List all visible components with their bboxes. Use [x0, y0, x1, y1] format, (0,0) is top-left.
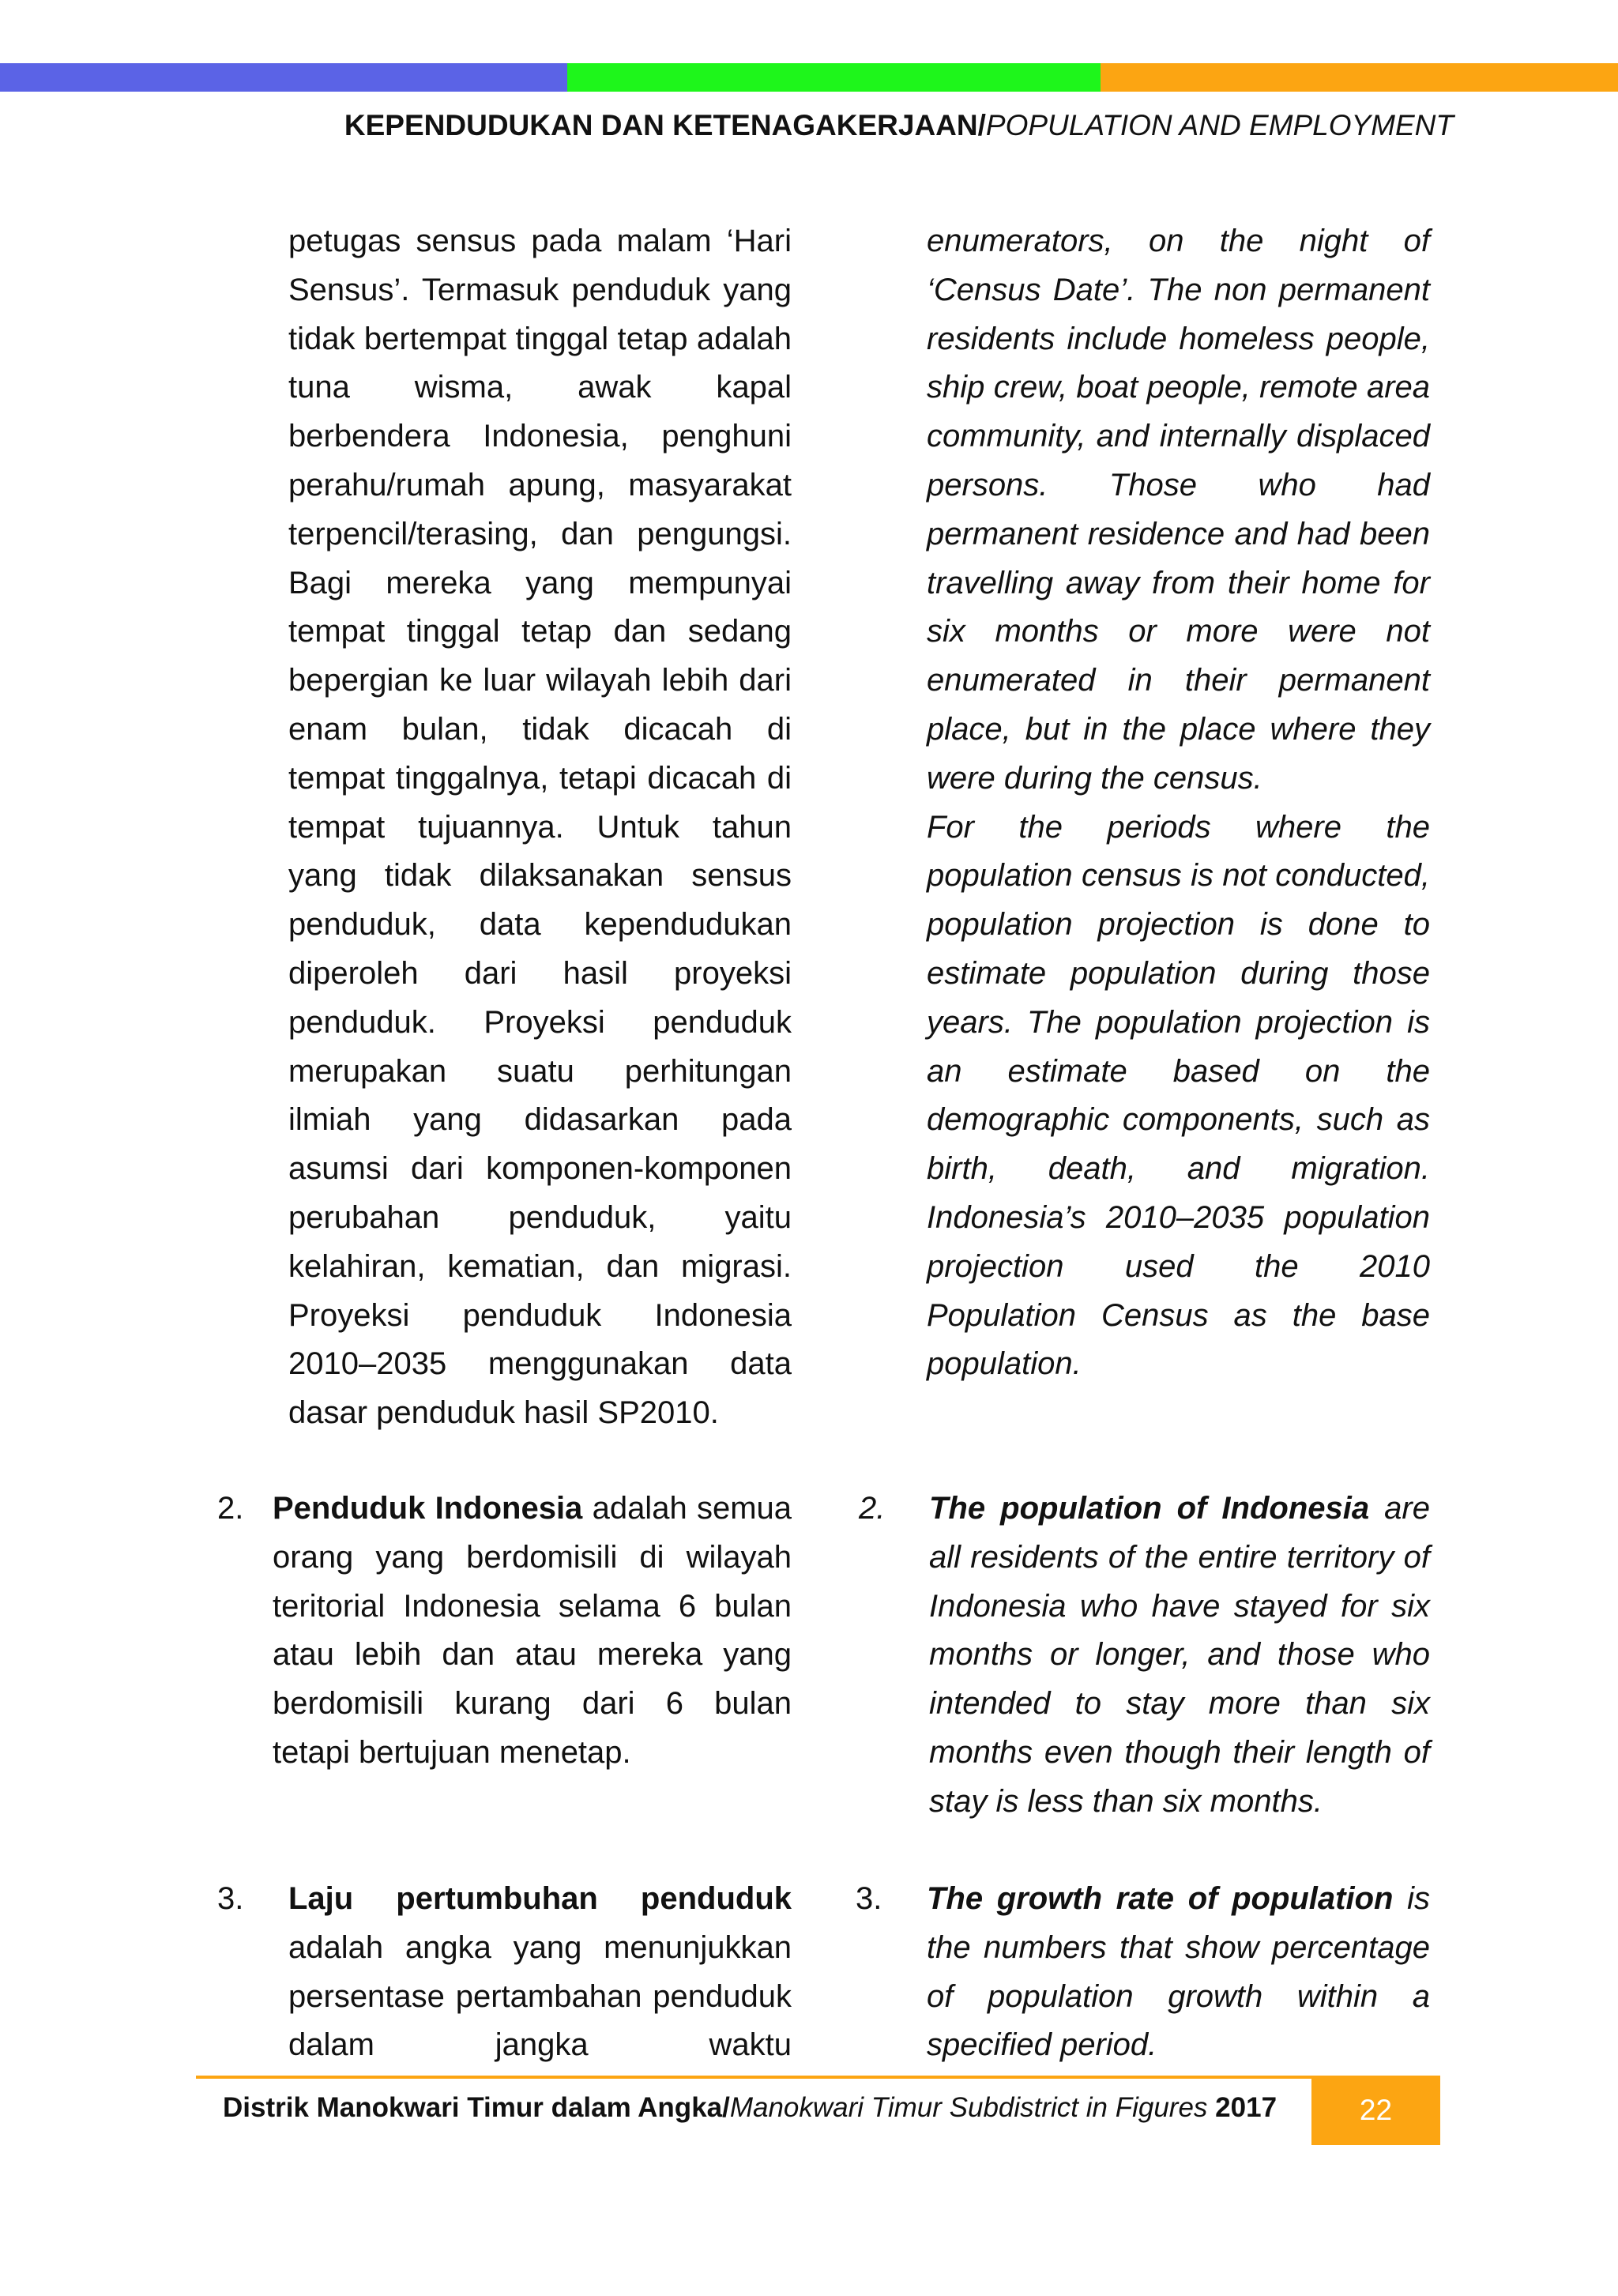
left-item3-text: adalah angka yang menunjukkan persentase pertambahan penduduk dalam jangka waktu	[288, 1929, 792, 2063]
header-stripe-green	[567, 63, 1101, 92]
left-para1-last: dasar penduduk hasil SP2010.	[288, 1395, 719, 1431]
footer-year: 2017	[1215, 2092, 1277, 2123]
header-title-en: POPULATION AND EMPLOYMENT	[985, 109, 1454, 141]
right-item2-body	[929, 1485, 1430, 1778]
left-item3-term: Laju pertumbuhan penduduk	[288, 1881, 792, 1916]
footer-title-en: Manokwari Timur Subdistrict in Figures	[729, 2092, 1208, 2123]
footer-rule	[196, 2076, 1440, 2079]
right-para2-last: population.	[927, 1346, 1082, 1382]
right-para1-last: were during the census.	[927, 760, 1262, 796]
right-item2-term: The population of Indonesia	[929, 1491, 1370, 1526]
right-item3-text: is the numbers that show percentage of population growth within a	[927, 1881, 1431, 2014]
right-item3-body	[927, 1875, 1430, 2021]
header-title-id: KEPENDUDUKAN DAN KETENAGAKERJAAN/	[344, 109, 986, 141]
left-item3-body	[288, 1875, 792, 2070]
right-item3-number: 3.	[856, 1881, 882, 1916]
right-item3-last: specified period.	[927, 2027, 1157, 2063]
right-para1-body: enumerators, on the night of ‘Census Date’. The non permanent residents include homeless people, ship crew, boat people, remote area community, and internally displaced persons. Those who had permanent residence and had been travelling away from their home for six months or more were not enumerated in their permanent place, but in the place where they	[927, 224, 1430, 747]
left-item-2	[273, 1485, 792, 1778]
right-para2-body: For the periods where the population census is not conducted, population projection is done to estimate population during those years. The population projection is an estimate based on the demographic components, such as birth, death, and migration. Indonesia’s 2010–2035 population projection used the 2010 Population Census as the base	[927, 809, 1430, 1333]
header-stripe-orange	[1101, 63, 1618, 92]
right-item2-last: stay is less than six months.	[929, 1783, 1323, 1819]
page-header	[0, 109, 1454, 142]
left-para1-body: petugas sensus pada malam ‘Hari Sensus’. Termasuk penduduk yang tidak bertempat tinggal tetap adalah tuna wisma, awak kapal berbendera Indonesia, penghuni perahu/rumah apung, masyarakat terpencil/terasing, dan pengungsi. Bagi mereka yang mempunyai tempat tinggal tetap dan sedang bepergian ke luar wilayah lebih dari enam bulan, tidak dicacah di tempat tinggalnya, tetapi dicacah di tempat tujuannya. Untuk tahun yang tidak dilaksanakan sensus penduduk, data kependudukan diperoleh dari hasil proyeksi penduduk. Proyeksi penduduk merupakan suatu perhitungan ilmiah yang didasarkan pada asumsi dari komponen-komponen perubahan penduduk, yaitu kelahiran, kematian, dan migrasi. Proyeksi penduduk Indonesia 2010–2035 menggunakan data	[288, 224, 792, 1382]
left-item2-number: 2.	[217, 1491, 244, 1526]
left-item-3	[288, 1875, 792, 2070]
right-item-3	[927, 1875, 1430, 2070]
page-number: 22	[1311, 2076, 1440, 2145]
left-item3-number: 3.	[217, 1881, 244, 1916]
footer-title	[223, 2092, 1277, 2124]
footer-title-id: Distrik Manokwari Timur dalam Angka/	[223, 2092, 730, 2123]
left-item2-last: tetapi bertujuan menetap.	[273, 1734, 631, 1770]
right-item2-number: 2.	[859, 1491, 886, 1526]
right-item3-term: The growth rate of population	[927, 1881, 1394, 1916]
header-stripe-blue	[0, 63, 567, 92]
left-item2-text: adalah semua orang yang berdomisili di wilayah teritorial Indonesia selama 6 bulan atau lebih dan atau mereka yang berdomisili kurang dari 6 bulan	[273, 1491, 792, 1722]
right-paragraph-1	[927, 217, 1430, 1389]
left-item2-body	[273, 1485, 792, 1729]
left-item2-term: Penduduk Indonesia	[273, 1491, 583, 1526]
right-item-2	[929, 1485, 1430, 1827]
left-paragraph-1	[288, 217, 792, 1438]
right-item2-text: are all residents of the entire territory of Indonesia who have stayed for six months or longer, and those who intended to stay more than six months even though their length of	[929, 1491, 1430, 1770]
